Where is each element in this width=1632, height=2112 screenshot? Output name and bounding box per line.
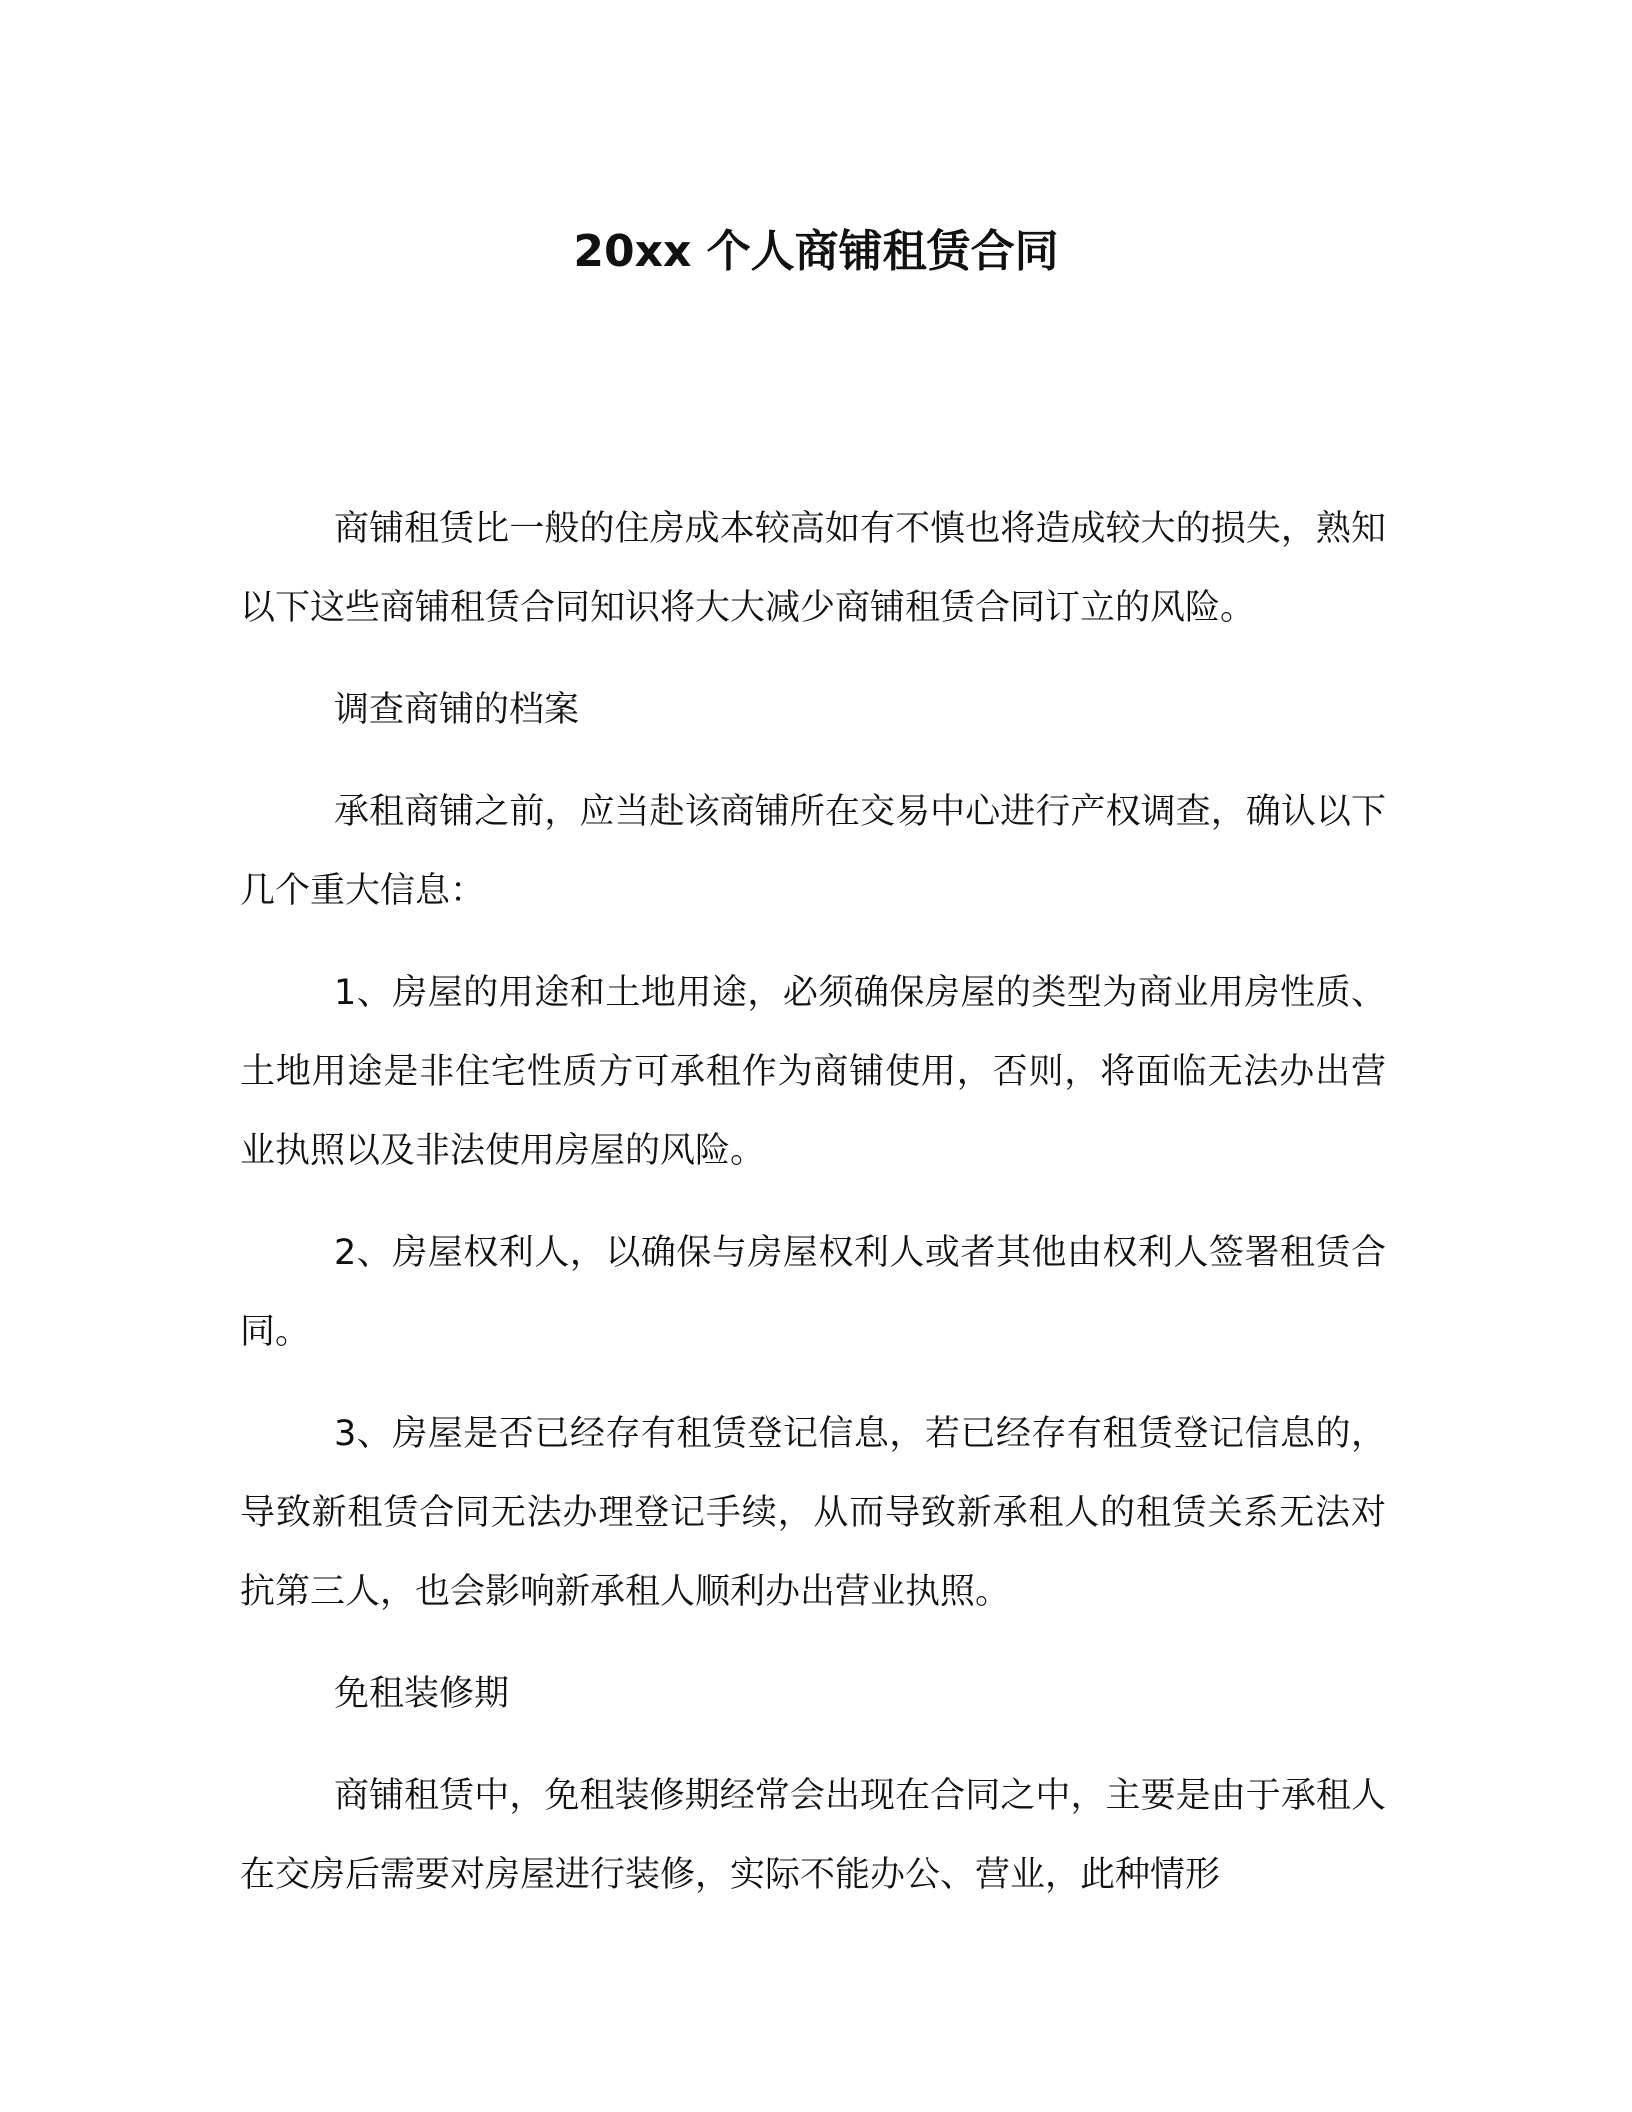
list-item-1: 1、房屋的用途和土地用途，必须确保房屋的类型为商业用房性质、土地用途是非住宅性质方可承租作为商铺使用，否则，将面临无法办出营业执照以及非法使用房屋的风险。 xyxy=(240,973,1386,1171)
section-heading-rent-free: 免租装修期 xyxy=(334,1674,510,1714)
section-heading-archive: 调查商铺的档案 xyxy=(334,690,580,730)
paragraph-investigation: 承租商铺之前，应当赴该商铺所在交易中心进行产权调查，确认以下几个重大信息： xyxy=(240,792,1386,911)
paragraph-intro: 商铺租赁比一般的住房成本较高如有不慎也将造成较大的损失，熟知以下这些商铺租赁合同知识将大大减少商铺租赁合同订立的风险。 xyxy=(240,509,1386,628)
document-title: 20xx 个人商铺租赁合同 xyxy=(573,226,1059,277)
list-item-2: 2、房屋权利人，以确保与房屋权利人或者其他由权利人签署租赁合同。 xyxy=(240,1233,1386,1352)
document-body xyxy=(240,490,1386,1915)
list-item-3: 3、房屋是否已经存有租赁登记信息，若已经存有租赁登记信息的，导致新租赁合同无法办理登记手续，从而导致新承租人的租赁关系无法对抗第三人，也会影响新承租人顺利办出营业执照。 xyxy=(240,1414,1386,1612)
paragraph-rent-free: 商铺租赁中，免租装修期经常会出现在合同之中，主要是由于承租人在交房后需要对房屋进行装修，实际不能办公、营业，此种情形 xyxy=(240,1776,1386,1895)
